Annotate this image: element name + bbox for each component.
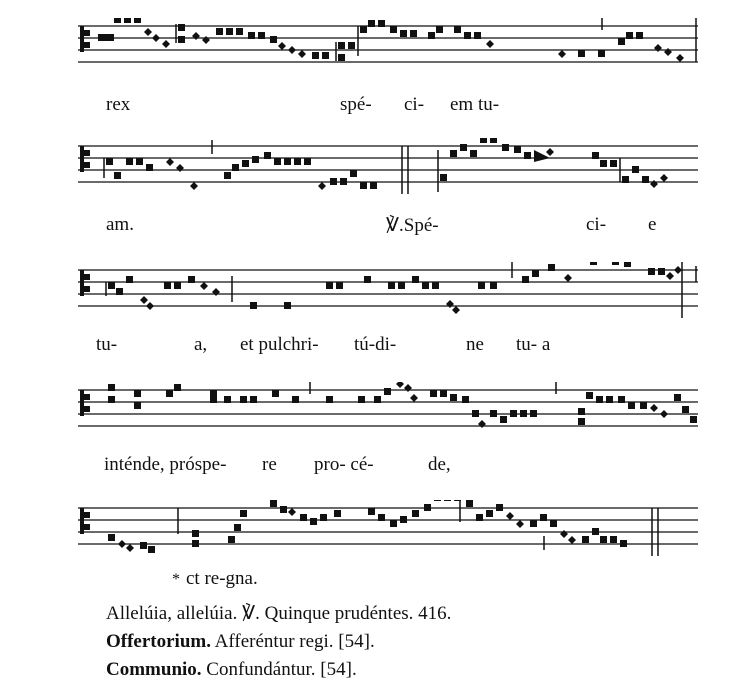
syllable: a,	[194, 334, 208, 355]
syllable: tú-di-	[354, 334, 397, 355]
staff-2-notation	[78, 138, 700, 198]
staff-3-notation	[78, 262, 700, 322]
communio-text: Confundántur. [54].	[201, 659, 357, 680]
communio-heading: Communio.	[106, 659, 202, 680]
syllable: spé-	[340, 94, 372, 115]
alleluia-reference: Allelúia, allelúia. ℣. Quinque prudéntes. 416.	[106, 603, 452, 624]
chant-staff-5	[78, 500, 700, 560]
chant-staff-4	[78, 382, 700, 442]
lyrics-line-3	[0, 334, 748, 360]
syllable: em tu-	[450, 94, 500, 115]
syllable: rex	[106, 94, 131, 115]
staff-1-notation	[78, 18, 700, 78]
syllable: tu- a	[516, 334, 551, 355]
offertorium-text: Afferéntur regi. [54].	[210, 631, 375, 652]
syllable: ci-	[404, 94, 425, 115]
syllable: e	[648, 214, 657, 235]
syllable: re	[262, 454, 277, 475]
staff-5-notation	[78, 500, 700, 560]
staff-4-notation	[78, 382, 700, 442]
chant-staff-1	[78, 18, 700, 78]
chant-staff-2	[78, 138, 700, 198]
syllable: inténde, próspe-	[104, 454, 227, 475]
rubric-references	[106, 600, 451, 684]
syllable: et pulchri-	[240, 334, 319, 355]
communio-reference	[106, 656, 451, 684]
offertorium-reference	[106, 628, 451, 656]
lyrics-line-2	[0, 214, 748, 240]
syllable: ci-	[586, 214, 607, 235]
syllable-text: ct re-gna.	[186, 568, 258, 589]
syllable: am.	[106, 214, 134, 235]
syllable: tu-	[96, 334, 118, 355]
lyrics-line-5	[0, 568, 748, 594]
syllable: ℣.Spé-	[386, 215, 439, 236]
offertorium-heading: Offertorium.	[106, 631, 211, 652]
asterisk-mark: *	[172, 571, 180, 588]
lyrics-line-4	[0, 454, 748, 480]
syllable: pro- cé-	[314, 454, 374, 475]
syllable	[172, 568, 258, 590]
chant-staff-3	[78, 262, 700, 322]
syllable: ne	[466, 334, 484, 355]
syllable: de,	[428, 454, 451, 475]
lyrics-line-1	[0, 94, 748, 120]
